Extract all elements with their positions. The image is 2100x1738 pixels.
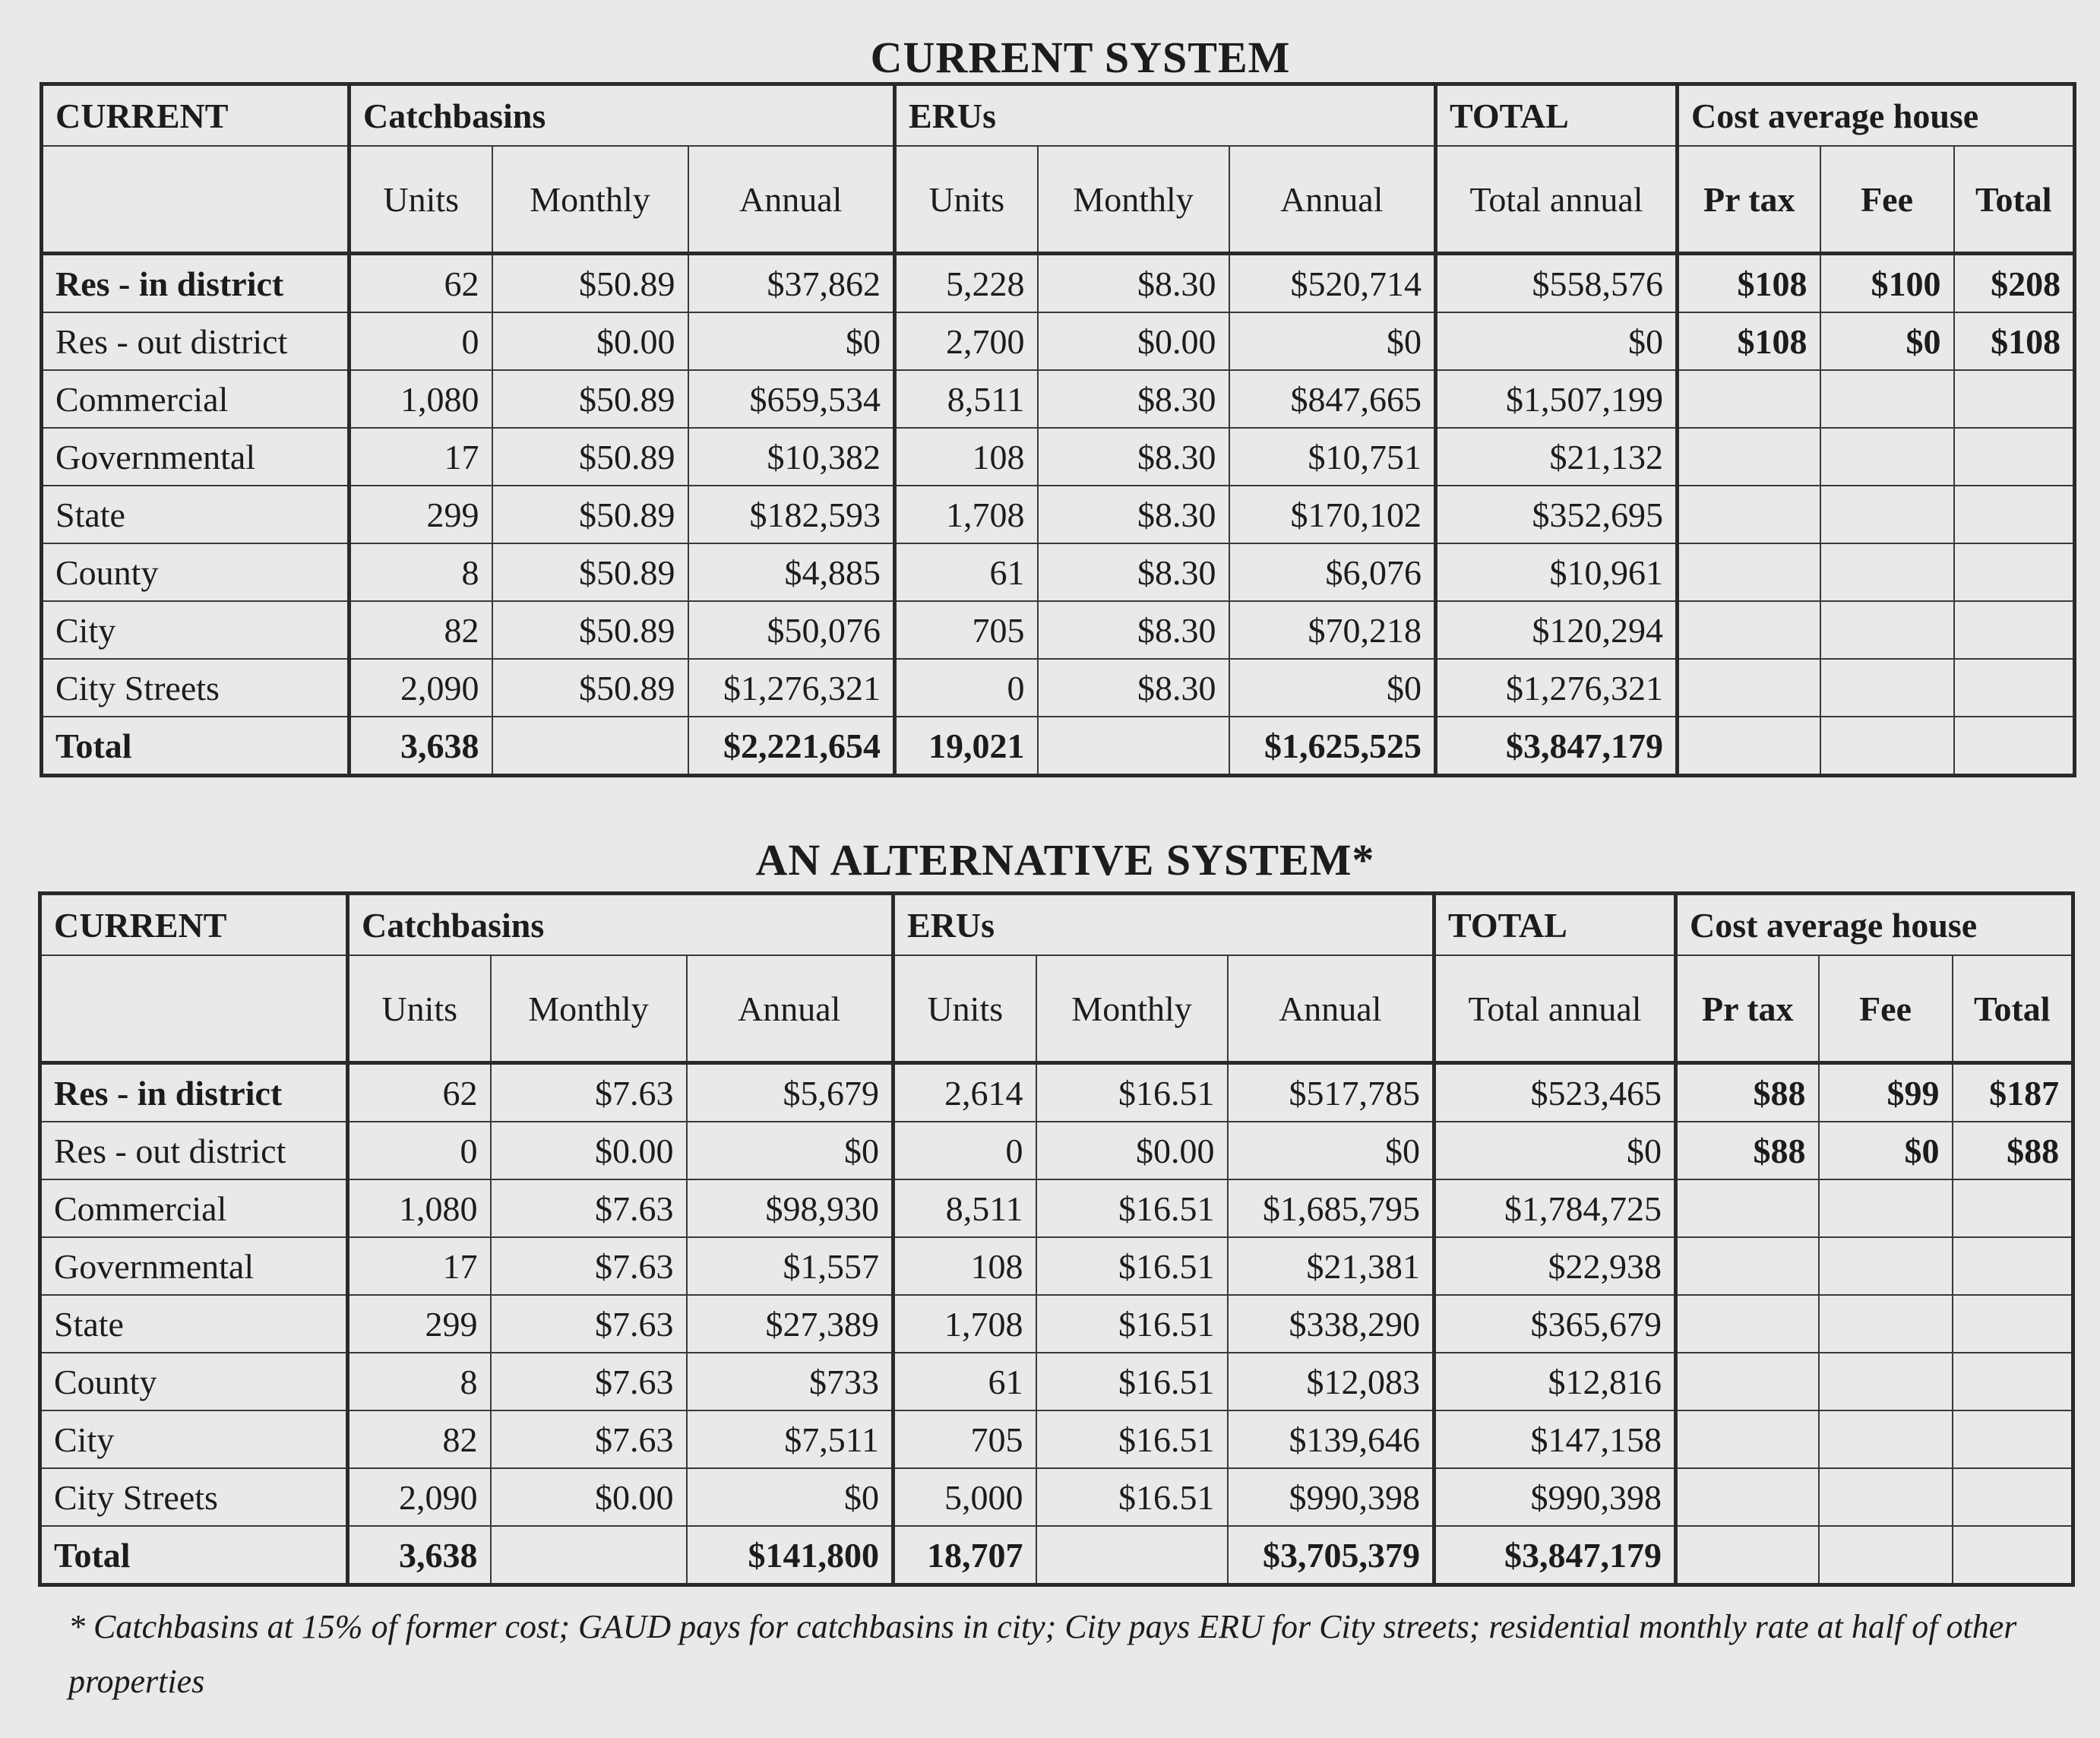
row-label-header: CURRENT [42, 84, 349, 147]
table-row [42, 601, 2075, 659]
table-cell: 2,614 [893, 1063, 1036, 1122]
house-total-header: Total [1953, 955, 2073, 1063]
table-cell [1954, 659, 2075, 717]
table-cell: $0 [1434, 1122, 1676, 1179]
total-annual-header: Total annual [1436, 146, 1678, 254]
erus-group-header: ERUs [893, 894, 1434, 956]
table-cell: $7.63 [491, 1353, 687, 1410]
table-cell: $365,679 [1434, 1295, 1676, 1353]
table-cell: $50.89 [492, 254, 688, 313]
erus-monthly-header: Monthly [1036, 955, 1228, 1063]
table-cell: $1,276,321 [1436, 659, 1678, 717]
table-cell [1678, 370, 1820, 428]
table-cell: $7.63 [491, 1179, 687, 1237]
table-cell [1954, 370, 2075, 428]
table-cell: $338,290 [1228, 1295, 1434, 1353]
total-cell [492, 717, 688, 776]
table-cell: 82 [349, 601, 492, 659]
table-cell: $8.30 [1038, 486, 1229, 543]
table-cell: 1,080 [348, 1179, 491, 1237]
table-cell: $12,816 [1434, 1353, 1676, 1410]
current-system-title: CURRENT SYSTEM [870, 33, 1291, 82]
table-cell: $7.63 [491, 1295, 687, 1353]
table-cell: $99 [1819, 1063, 1953, 1122]
table-row [42, 543, 2075, 601]
table-row [40, 1063, 2073, 1122]
catchbasins-annual-header: Annual [687, 955, 893, 1063]
table-cell: $8.30 [1038, 659, 1229, 717]
house-total-header: Total [1954, 146, 2075, 254]
table-row [40, 1468, 2073, 1526]
table-cell [1820, 370, 1954, 428]
table-cell [1820, 601, 1954, 659]
catchbasins-annual-header: Annual [688, 146, 895, 254]
table-cell [1953, 1468, 2073, 1526]
table-cell [1819, 1353, 1953, 1410]
table-cell [1676, 1410, 1819, 1468]
table-cell [1676, 1295, 1819, 1353]
total-cell: $3,847,179 [1434, 1526, 1676, 1585]
table-cell: $37,862 [688, 254, 895, 313]
table-cell [1953, 1237, 2073, 1295]
table-cell: $98,930 [687, 1179, 893, 1237]
table-cell: $208 [1954, 254, 2075, 313]
table-row [42, 312, 2075, 370]
table-cell: $1,557 [687, 1237, 893, 1295]
table-cell: $88 [1953, 1122, 2073, 1179]
table-cell: 8 [348, 1353, 491, 1410]
erus-annual-header: Annual [1229, 146, 1436, 254]
table-cell [1819, 1237, 1953, 1295]
table-cell: $50,076 [688, 601, 895, 659]
table-cell: $88 [1676, 1122, 1819, 1179]
table-cell: $352,695 [1436, 486, 1678, 543]
table-cell: $0 [1228, 1122, 1434, 1179]
total-group-header: TOTAL [1434, 894, 1676, 956]
table-cell: 61 [895, 543, 1038, 601]
total-annual-header: Total annual [1434, 955, 1676, 1063]
table-cell: $70,218 [1229, 601, 1436, 659]
table-cell: $50.89 [492, 543, 688, 601]
table-cell: $0 [1229, 659, 1436, 717]
table-cell: $147,158 [1434, 1410, 1676, 1468]
table-cell: $0 [1229, 312, 1436, 370]
table-cell: $7,511 [687, 1410, 893, 1468]
table-cell: $27,389 [687, 1295, 893, 1353]
table-cell [1678, 428, 1820, 486]
pr-tax-header: Pr tax [1676, 955, 1819, 1063]
table-cell: $0.00 [491, 1468, 687, 1526]
table-cell [1676, 1468, 1819, 1526]
table-cell: 2,090 [349, 659, 492, 717]
table-cell: $187 [1953, 1063, 2073, 1122]
total-cell [1676, 1526, 1819, 1585]
table-cell: 62 [348, 1063, 491, 1122]
total-cell: $2,221,654 [688, 717, 895, 776]
table-cell: $50.89 [492, 428, 688, 486]
table-cell: 108 [893, 1237, 1036, 1295]
table-cell: $0 [1436, 312, 1678, 370]
total-cell [1954, 717, 2075, 776]
row-label-header: CURRENT [40, 894, 348, 956]
table-cell: 299 [349, 486, 492, 543]
table-cell: 1,708 [893, 1295, 1036, 1353]
table-cell: $50.89 [492, 370, 688, 428]
table-cell: 0 [893, 1122, 1036, 1179]
total-cell: $3,705,379 [1228, 1526, 1434, 1585]
table-row [42, 254, 2075, 313]
erus-monthly-header: Monthly [1038, 146, 1229, 254]
row-label: City Streets [42, 659, 349, 717]
erus-group-header: ERUs [895, 84, 1436, 147]
table-cell: $0 [688, 312, 895, 370]
table-cell: $21,132 [1436, 428, 1678, 486]
table-cell: $847,665 [1229, 370, 1436, 428]
table-row [42, 659, 2075, 717]
catchbasins-monthly-header: Monthly [491, 955, 687, 1063]
table-cell: $16.51 [1036, 1237, 1228, 1295]
current-system-table [40, 82, 2076, 777]
table-cell: $0.00 [492, 312, 688, 370]
total-cell: $141,800 [687, 1526, 893, 1585]
total-cell: 3,638 [349, 717, 492, 776]
table-cell: $8.30 [1038, 370, 1229, 428]
table-cell: 1,708 [895, 486, 1038, 543]
total-cell: 19,021 [895, 717, 1038, 776]
cost-average-house-header: Cost average house [1676, 894, 2073, 956]
table-cell: $16.51 [1036, 1295, 1228, 1353]
row-label: State [42, 486, 349, 543]
row-label: County [42, 543, 349, 601]
total-cell [1678, 717, 1820, 776]
table-cell: 8,511 [893, 1179, 1036, 1237]
table-cell [1820, 659, 1954, 717]
table-cell: $88 [1676, 1063, 1819, 1122]
table-cell: 299 [348, 1295, 491, 1353]
table-cell: $120,294 [1436, 601, 1678, 659]
table-row [40, 1295, 2073, 1353]
table-cell: $990,398 [1434, 1468, 1676, 1526]
table-cell: $50.89 [492, 659, 688, 717]
table-cell: $7.63 [491, 1237, 687, 1295]
table-cell: $16.51 [1036, 1468, 1228, 1526]
total-group-header: TOTAL [1436, 84, 1678, 147]
table-cell: $733 [687, 1353, 893, 1410]
table-cell: $7.63 [491, 1410, 687, 1468]
table-cell: 1,080 [349, 370, 492, 428]
total-cell [1038, 717, 1229, 776]
table-cell: $1,276,321 [688, 659, 895, 717]
table-cell: $22,938 [1434, 1237, 1676, 1295]
table-cell [1678, 601, 1820, 659]
total-row [40, 1526, 2073, 1585]
table-cell [1953, 1179, 2073, 1237]
row-label: Res - out district [42, 312, 349, 370]
table-cell: $10,751 [1229, 428, 1436, 486]
row-label: State [40, 1295, 348, 1353]
total-cell: 3,638 [348, 1526, 491, 1585]
table-cell: $0 [1819, 1122, 1953, 1179]
table-cell: $517,785 [1228, 1063, 1434, 1122]
table-cell: $0.00 [491, 1122, 687, 1179]
table-cell: 82 [348, 1410, 491, 1468]
row-label: Res - in district [40, 1063, 348, 1122]
total-cell [1820, 717, 1954, 776]
table-row [40, 1122, 2073, 1179]
table-cell [1678, 486, 1820, 543]
row-label: City Streets [40, 1468, 348, 1526]
row-label: City [42, 601, 349, 659]
total-cell [1953, 1526, 2073, 1585]
alternative-system-title: AN ALTERNATIVE SYSTEM* [755, 835, 1375, 885]
table-row [40, 1353, 2073, 1410]
table-cell: 61 [893, 1353, 1036, 1410]
table-cell [1676, 1237, 1819, 1295]
table-row [40, 1410, 2073, 1468]
row-label: Res - out district [40, 1122, 348, 1179]
table-cell [1678, 543, 1820, 601]
table-row [42, 370, 2075, 428]
total-label: Total [42, 717, 349, 776]
fee-header: Fee [1819, 955, 1953, 1063]
table-cell: $1,685,795 [1228, 1179, 1434, 1237]
row-label: Commercial [42, 370, 349, 428]
erus-units-header: Units [895, 146, 1038, 254]
table-cell: $108 [1954, 312, 2075, 370]
row-label-blank [40, 955, 348, 1063]
table-cell: $10,382 [688, 428, 895, 486]
table-row [40, 1179, 2073, 1237]
erus-units-header: Units [893, 955, 1036, 1063]
footnote: * Catchbasins at 15% of former cost; GAUD pays for catchbasins in city; City pays ERU for City streets; residential monthly rate at half of other properties [68, 1608, 2017, 1700]
table-cell: $108 [1678, 312, 1820, 370]
catchbasins-monthly-header: Monthly [492, 146, 688, 254]
table-cell: $16.51 [1036, 1410, 1228, 1468]
total-cell [1036, 1526, 1228, 1585]
table-cell [1820, 428, 1954, 486]
table-cell: $139,646 [1228, 1410, 1434, 1468]
row-label-blank [42, 146, 349, 254]
table-cell: $12,083 [1228, 1353, 1434, 1410]
table-cell [1954, 601, 2075, 659]
total-cell: $3,847,179 [1436, 717, 1678, 776]
table-cell: 62 [349, 254, 492, 313]
table-cell: $182,593 [688, 486, 895, 543]
table-cell: $170,102 [1229, 486, 1436, 543]
table-cell: $0 [1820, 312, 1954, 370]
table-cell: $8.30 [1038, 428, 1229, 486]
table-cell [1953, 1295, 2073, 1353]
catchbasins-units-header: Units [348, 955, 491, 1063]
table-cell: 5,000 [893, 1468, 1036, 1526]
table-cell: $7.63 [491, 1063, 687, 1122]
table-cell: $108 [1678, 254, 1820, 313]
total-label: Total [40, 1526, 348, 1585]
erus-annual-header: Annual [1228, 955, 1434, 1063]
table-cell: 108 [895, 428, 1038, 486]
table-row [42, 428, 2075, 486]
table-row [42, 486, 2075, 543]
table-cell: $100 [1820, 254, 1954, 313]
total-cell [491, 1526, 687, 1585]
pr-tax-header: Pr tax [1678, 146, 1820, 254]
table-row [40, 1237, 2073, 1295]
total-cell: 18,707 [893, 1526, 1036, 1585]
table-cell: $523,465 [1434, 1063, 1676, 1122]
fee-header: Fee [1820, 146, 1954, 254]
table-cell: $6,076 [1229, 543, 1436, 601]
catchbasins-group-header: Catchbasins [348, 894, 893, 956]
total-row [42, 717, 2075, 776]
table-cell: 17 [348, 1237, 491, 1295]
table-cell: 2,700 [895, 312, 1038, 370]
table-cell: $50.89 [492, 601, 688, 659]
table-cell: $50.89 [492, 486, 688, 543]
table-cell: $8.30 [1038, 543, 1229, 601]
catchbasins-group-header: Catchbasins [349, 84, 895, 147]
table-cell: $16.51 [1036, 1353, 1228, 1410]
table-cell: $1,507,199 [1436, 370, 1678, 428]
table-cell: 0 [349, 312, 492, 370]
table-cell: 5,228 [895, 254, 1038, 313]
table-cell [1953, 1353, 2073, 1410]
table-cell: $0 [687, 1468, 893, 1526]
table-cell: $5,679 [687, 1063, 893, 1122]
row-label: City [40, 1410, 348, 1468]
table-cell: $10,961 [1436, 543, 1678, 601]
table-cell: 8 [349, 543, 492, 601]
table-cell: $0 [687, 1122, 893, 1179]
table-cell [1819, 1410, 1953, 1468]
total-cell [1819, 1526, 1953, 1585]
table-cell: $8.30 [1038, 254, 1229, 313]
table-cell [1954, 428, 2075, 486]
table-cell: $990,398 [1228, 1468, 1434, 1526]
alternative-system-table [38, 891, 2075, 1587]
table-cell: $16.51 [1036, 1063, 1228, 1122]
table-cell: $4,885 [688, 543, 895, 601]
table-cell: 8,511 [895, 370, 1038, 428]
table-cell [1819, 1468, 1953, 1526]
total-cell: $1,625,525 [1229, 717, 1436, 776]
table-cell: $0.00 [1038, 312, 1229, 370]
table-cell [1819, 1179, 1953, 1237]
table-cell [1820, 486, 1954, 543]
table-cell [1820, 543, 1954, 601]
table-cell [1954, 543, 2075, 601]
table-cell [1819, 1295, 1953, 1353]
row-label: Res - in district [42, 254, 349, 313]
table-cell: $21,381 [1228, 1237, 1434, 1295]
row-label: Governmental [42, 428, 349, 486]
table-cell: $0.00 [1036, 1122, 1228, 1179]
catchbasins-units-header: Units [349, 146, 492, 254]
table-cell [1676, 1179, 1819, 1237]
table-cell: $520,714 [1229, 254, 1436, 313]
table-cell: $659,534 [688, 370, 895, 428]
row-label: Governmental [40, 1237, 348, 1295]
table-cell: $8.30 [1038, 601, 1229, 659]
table-cell [1953, 1410, 2073, 1468]
table-cell: 0 [895, 659, 1038, 717]
row-label: County [40, 1353, 348, 1410]
table-cell: 17 [349, 428, 492, 486]
table-cell: 0 [348, 1122, 491, 1179]
table-cell: 705 [893, 1410, 1036, 1468]
row-label: Commercial [40, 1179, 348, 1237]
cost-average-house-header: Cost average house [1678, 84, 2075, 147]
table-cell: 705 [895, 601, 1038, 659]
table-cell: 2,090 [348, 1468, 491, 1526]
table-cell [1676, 1353, 1819, 1410]
table-cell [1678, 659, 1820, 717]
table-cell [1954, 486, 2075, 543]
table-cell: $1,784,725 [1434, 1179, 1676, 1237]
table-cell: $558,576 [1436, 254, 1678, 313]
table-cell: $16.51 [1036, 1179, 1228, 1237]
